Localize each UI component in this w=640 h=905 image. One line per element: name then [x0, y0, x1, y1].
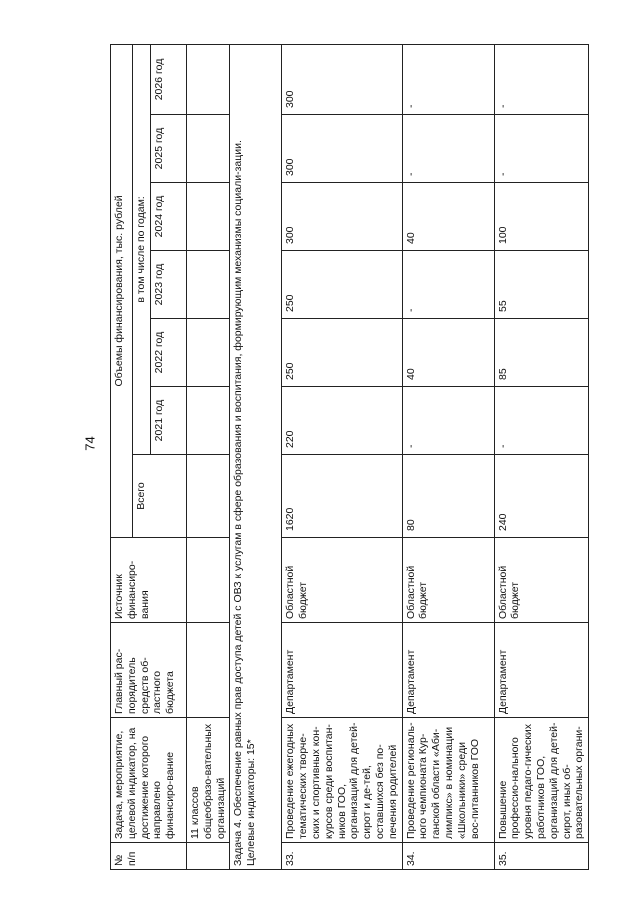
- rotated-page-content: [110, 45, 630, 870]
- header-year: 2026 год: [151, 44, 187, 114]
- row-num: 35.: [494, 843, 589, 870]
- header-funding-title: Объемы финансирования, тыс. рублей: [111, 44, 133, 537]
- cell-empty: [187, 251, 230, 319]
- table-row: [494, 44, 589, 869]
- row-source: Областной бюджет: [494, 538, 589, 623]
- cell-empty: [187, 319, 230, 387]
- header-year: 2022 год: [151, 319, 187, 387]
- cell-empty: [187, 623, 230, 718]
- row-num: 34.: [402, 843, 494, 870]
- row-total: 240: [494, 455, 589, 538]
- header-by-years: в том числе по годам:: [133, 44, 151, 454]
- row-year-value: 300: [282, 183, 402, 251]
- header-task: Задача, мероприятие, целевой индикатор, на достижение которого направлено финансиро-вание: [111, 718, 187, 843]
- row-source: Областной бюджет: [402, 538, 494, 623]
- row-total: 80: [402, 455, 494, 538]
- row-year-value: 300: [282, 115, 402, 183]
- row-year-value: -: [494, 44, 589, 114]
- header-row-1: [111, 44, 133, 869]
- header-num: № п/п: [111, 843, 187, 870]
- header-admin: Главный рас-порядитель средств об-ластного бюджета: [111, 623, 187, 718]
- row-year-value: 40: [402, 183, 494, 251]
- cell-num: [187, 843, 230, 870]
- row-task: Проведение ежегодных тематических творче-ских и спортивных кон-курсов среди воспитан-ников ГОО, организаций для детей-сирот и де-тей, оставшихся без по-печения родителей: [282, 718, 402, 843]
- row-year-value: -: [494, 115, 589, 183]
- row-year-value: 100: [494, 183, 589, 251]
- cell-empty: [187, 183, 230, 251]
- row-year-value: 55: [494, 251, 589, 319]
- row-task: Повышение профессио-нального уровня педаго-гических работников ГОО, организаций для детей-сирот, иных об-разовательных органи-: [494, 718, 589, 843]
- row-year-value: -: [402, 115, 494, 183]
- header-year: 2024 год: [151, 183, 187, 251]
- row-year-value: 250: [282, 251, 402, 319]
- section-row: [230, 44, 282, 869]
- header-year: 2023 год: [151, 251, 187, 319]
- row-source: Областной бюджет: [282, 538, 402, 623]
- row-task: Проведение региональ-ного чемпионата Кур-ганской области «Аби-лимпикс» в номинации «Школьники» среди вос-питанников ГОО: [402, 718, 494, 843]
- row-year-value: 85: [494, 319, 589, 387]
- row-admin: Департамент: [402, 623, 494, 718]
- row-year-value: 40: [402, 319, 494, 387]
- cell-task: 11 классов общеобразо-вательных организаций: [187, 718, 230, 843]
- cell-empty: [187, 115, 230, 183]
- cell-empty: [187, 387, 230, 455]
- page-number: 74: [82, 436, 98, 451]
- cell-empty: [187, 538, 230, 623]
- row-year-value: 220: [282, 387, 402, 455]
- row-admin: Департамент: [494, 623, 589, 718]
- header-total: Всего: [133, 455, 187, 538]
- row-year-value: -: [402, 44, 494, 114]
- funding-table: [110, 44, 589, 870]
- row-year-value: 300: [282, 44, 402, 114]
- row-year-value: 250: [282, 319, 402, 387]
- table-row: [282, 44, 402, 869]
- row-year-value: -: [402, 387, 494, 455]
- continuation-row: [187, 44, 230, 869]
- row-year-value: -: [402, 251, 494, 319]
- header-year: 2021 год: [151, 387, 187, 455]
- cell-empty: [187, 44, 230, 114]
- header-year: 2025 год: [151, 115, 187, 183]
- row-year-value: -: [494, 387, 589, 455]
- row-total: 1620: [282, 455, 402, 538]
- table-row: [402, 44, 494, 869]
- section-heading: Задача 4. Обеспечение равных прав доступа детей с ОВЗ к услугам в сфере образования и воспитания, формирующим механизмы социали-зации. Целевые индикаторы: 15*: [230, 44, 282, 869]
- cell-empty: [187, 455, 230, 538]
- header-source: Источник финансиро-вания: [111, 538, 187, 623]
- row-admin: Департамент: [282, 623, 402, 718]
- row-num: 33.: [282, 843, 402, 870]
